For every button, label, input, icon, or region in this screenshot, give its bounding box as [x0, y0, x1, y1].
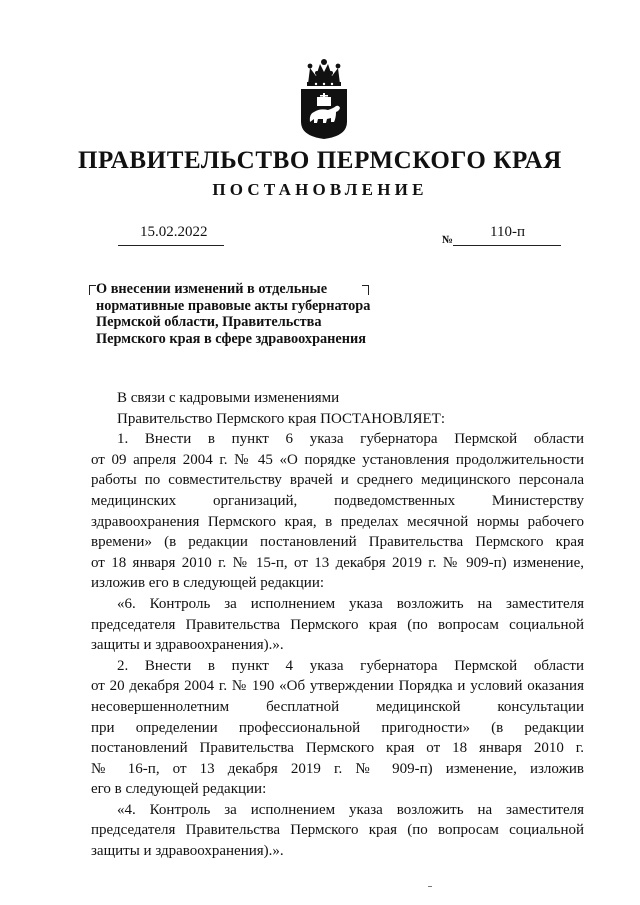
number-underline: [453, 245, 561, 246]
quote-2-line: «4. Контроль за исполнением указа возложить на заместителя: [117, 801, 584, 818]
government-title: ПРАВИТЕЛЬСТВО ПЕРМСКОГО КРАЯ: [78, 147, 562, 174]
document-body: [91, 388, 584, 862]
document-number: 110-п: [490, 224, 525, 240]
quote-1-line: «6. Контроль за исполнением указа возложить на заместителя: [117, 595, 584, 612]
paragraph-2-line: от 20 декабря 2004 г. № 190 «Об утверждении Порядка и условий оказания: [91, 678, 584, 695]
date-underline: [118, 245, 224, 246]
preamble-line: В связи с кадровыми изменениями: [117, 390, 340, 406]
preamble-line: Правительство Пермского края ПОСТАНОВЛЯЕТ:: [117, 410, 446, 427]
quote-2-line: председателя Правительства Пермского края (по вопросам социальной: [91, 822, 584, 839]
document-type: ПОСТАНОВЛЕНИЕ: [212, 180, 428, 199]
paragraph-1-line: работы по совместительству врачей и среднего медицинского персонала: [91, 472, 584, 489]
paragraph-2-line: несовершеннолетним бесплатной медицинской консультации: [91, 698, 584, 715]
paragraph-2-line: его в следующей редакции:: [91, 781, 267, 798]
subject-line: нормативные правовые акты губернатора: [96, 297, 371, 314]
quote-1-line: защиты и здравоохранения).».: [91, 637, 284, 654]
paragraph-2-line: постановлений Правительства Пермского края от 18 января 2010 г.: [91, 740, 584, 757]
paragraph-1-line: от 09 апреля 2004 г. № 45 «О порядке установления продолжительности: [91, 451, 584, 468]
subject-line: Пермского края в сфере здравоохранения: [96, 330, 366, 347]
paragraph-1-line: от 18 января 2010 г. № 15-п, от 13 декабря 2019 г. № 909-п) изменение,: [91, 554, 584, 571]
paragraph-1-line: изложив его в следующей редакции:: [91, 575, 325, 592]
quote-2-line: защиты и здравоохранения).».: [91, 843, 284, 860]
quote-1-line: председателя Правительства Пермского края (по вопросам социальной: [91, 616, 584, 633]
paragraph-1-line: 1. Внести в пункт 6 указа губернатора Пермской области: [117, 431, 584, 448]
document-date: 15.02.2022: [140, 224, 208, 240]
document-subject: [96, 281, 370, 347]
coat-of-arms-emblem: [298, 56, 350, 140]
paragraph-1-line: времени» (в редакции постановлений Правительства Пермского края: [91, 534, 584, 551]
paragraph-2-line: № 16-п, от 13 декабря 2019 г. № 909-п) изменение, изложив: [91, 760, 584, 777]
paragraph-1-line: здравоохранения Пермского края, в пределах месячной нормы рабочего: [91, 513, 584, 530]
paragraph-2-line: при определении профессиональной пригодности» (в редакции: [91, 719, 584, 736]
subject-line: Пермской области, Правительства: [96, 314, 322, 330]
subject-line: О внесении изменений в отдельные: [96, 281, 328, 297]
scan-speck: [428, 886, 432, 887]
subject-bracket-left: [89, 285, 96, 295]
paragraph-2-line: 2. Внести в пункт 4 указа губернатора Пермской области: [117, 657, 584, 674]
number-sign: №: [442, 234, 454, 246]
paragraph-1-line: медицинских организаций, подведомственных Министерству: [91, 492, 584, 509]
